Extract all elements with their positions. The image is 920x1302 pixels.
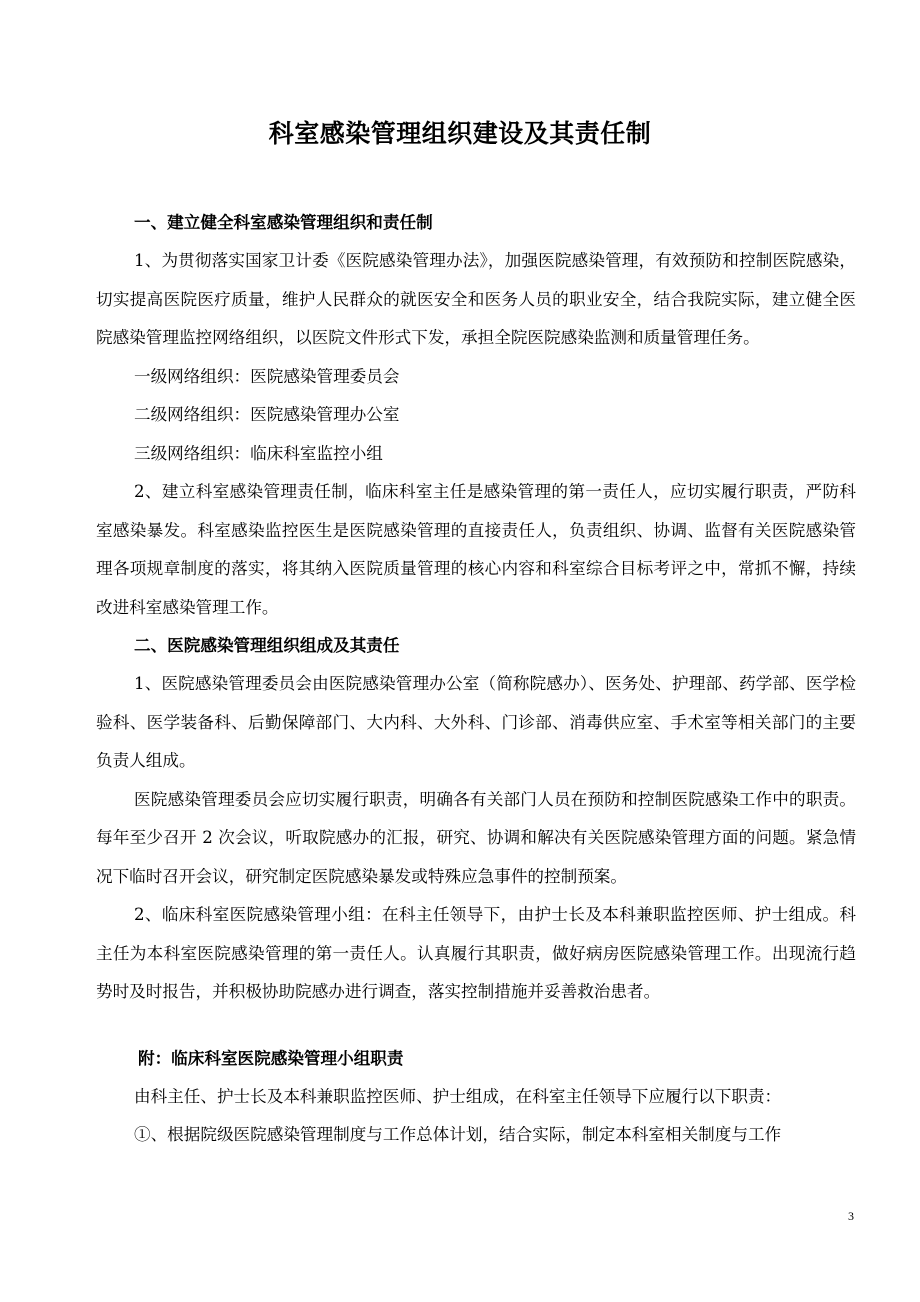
document-body <box>96 204 856 1155</box>
appendix-paragraph-2: ①、根据院级医院感染管理制度与工作总体计划，结合实际，制定本科室相关制度与工作 <box>134 1125 782 1144</box>
appendix-heading: 附：临床科室医院感染管理小组职责 <box>138 1048 404 1068</box>
section-spacer <box>96 1012 856 1040</box>
section-2-paragraph-3: 2、临床科室医院感染管理小组：在科主任领导下，由护士长及本科兼职监控医师、护士组成。科主任为本科室医院感染管理的第一责任人。认真履行其职责，做好病房医院感染管理工作。出现流行趋势时及时报告，并积极协助院感办进行调查，落实控制措施并妥善救治患者。 <box>96 905 856 1001</box>
appendix-paragraph-1: 由科主任、护士长及本科兼职监控医师、护士组成，在科室主任领导下应履行以下职责： <box>134 1086 782 1106</box>
network-level-3: 三级网络组织：临床科室监控小组 <box>134 443 383 463</box>
section-2-heading: 二、医院感染管理组织组成及其责任 <box>134 636 400 655</box>
section-1-paragraph-2: 2、建立科室感染管理责任制，临床科室主任是感染管理的第一责任人，应切实履行职责，严防科室感染暴发。科室感染监控医生是医院感染管理的直接责任人，负责组织、协调、监督有关医院感染管理各项规章制度的落实，将其纳入医院质量管理的核心内容和科室综合目标考评之中，常抓不懈，持续改进科室感染管理工作。 <box>96 482 856 617</box>
network-level-1: 一级网络组织：医院感染管理委员会 <box>134 366 400 386</box>
network-level-2: 二级网络组织：医院感染管理办公室 <box>134 405 400 424</box>
section-1-paragraph-1: 1、为贯彻落实国家卫计委《医院感染管理办法》，加强医院感染管理，有效预防和控制医院感染，切实提高医院医疗质量，维护人民群众的就医安全和医务人员的职业安全，结合我院实际，建立健全医院感染管理监控网络组织，以医院文件形式下发，承担全院医院感染监测和质量管理任务。 <box>96 251 856 347</box>
section-2-paragraph-2: 医院感染管理委员会应切实履行职责，明确各有关部门人员在预防和控制医院感染工作中的职责。每年至少召开 2 次会议，听取院感办的汇报，研究、协调和解决有关医院感染管理方面的问题。紧急情况下临时召开会议，研究制定医院感染暴发或特殊应急事件的控制预案。 <box>96 789 856 886</box>
section-1-heading: 一、建立健全科室感染管理组织和责任制 <box>134 213 433 232</box>
section-2-paragraph-1: 1、医院感染管理委员会由医院感染管理办公室（简称院感办）、医务处、护理部、药学部、医学检验科、医学装备科、后勤保障部门、大内科、大外科、门诊部、消毒供应室、手术室等相关部门的主要负责人组成。 <box>96 674 856 770</box>
document-title: 科室感染管理组织建设及其责任制 <box>268 119 652 148</box>
page-number: 3 <box>848 1209 854 1223</box>
